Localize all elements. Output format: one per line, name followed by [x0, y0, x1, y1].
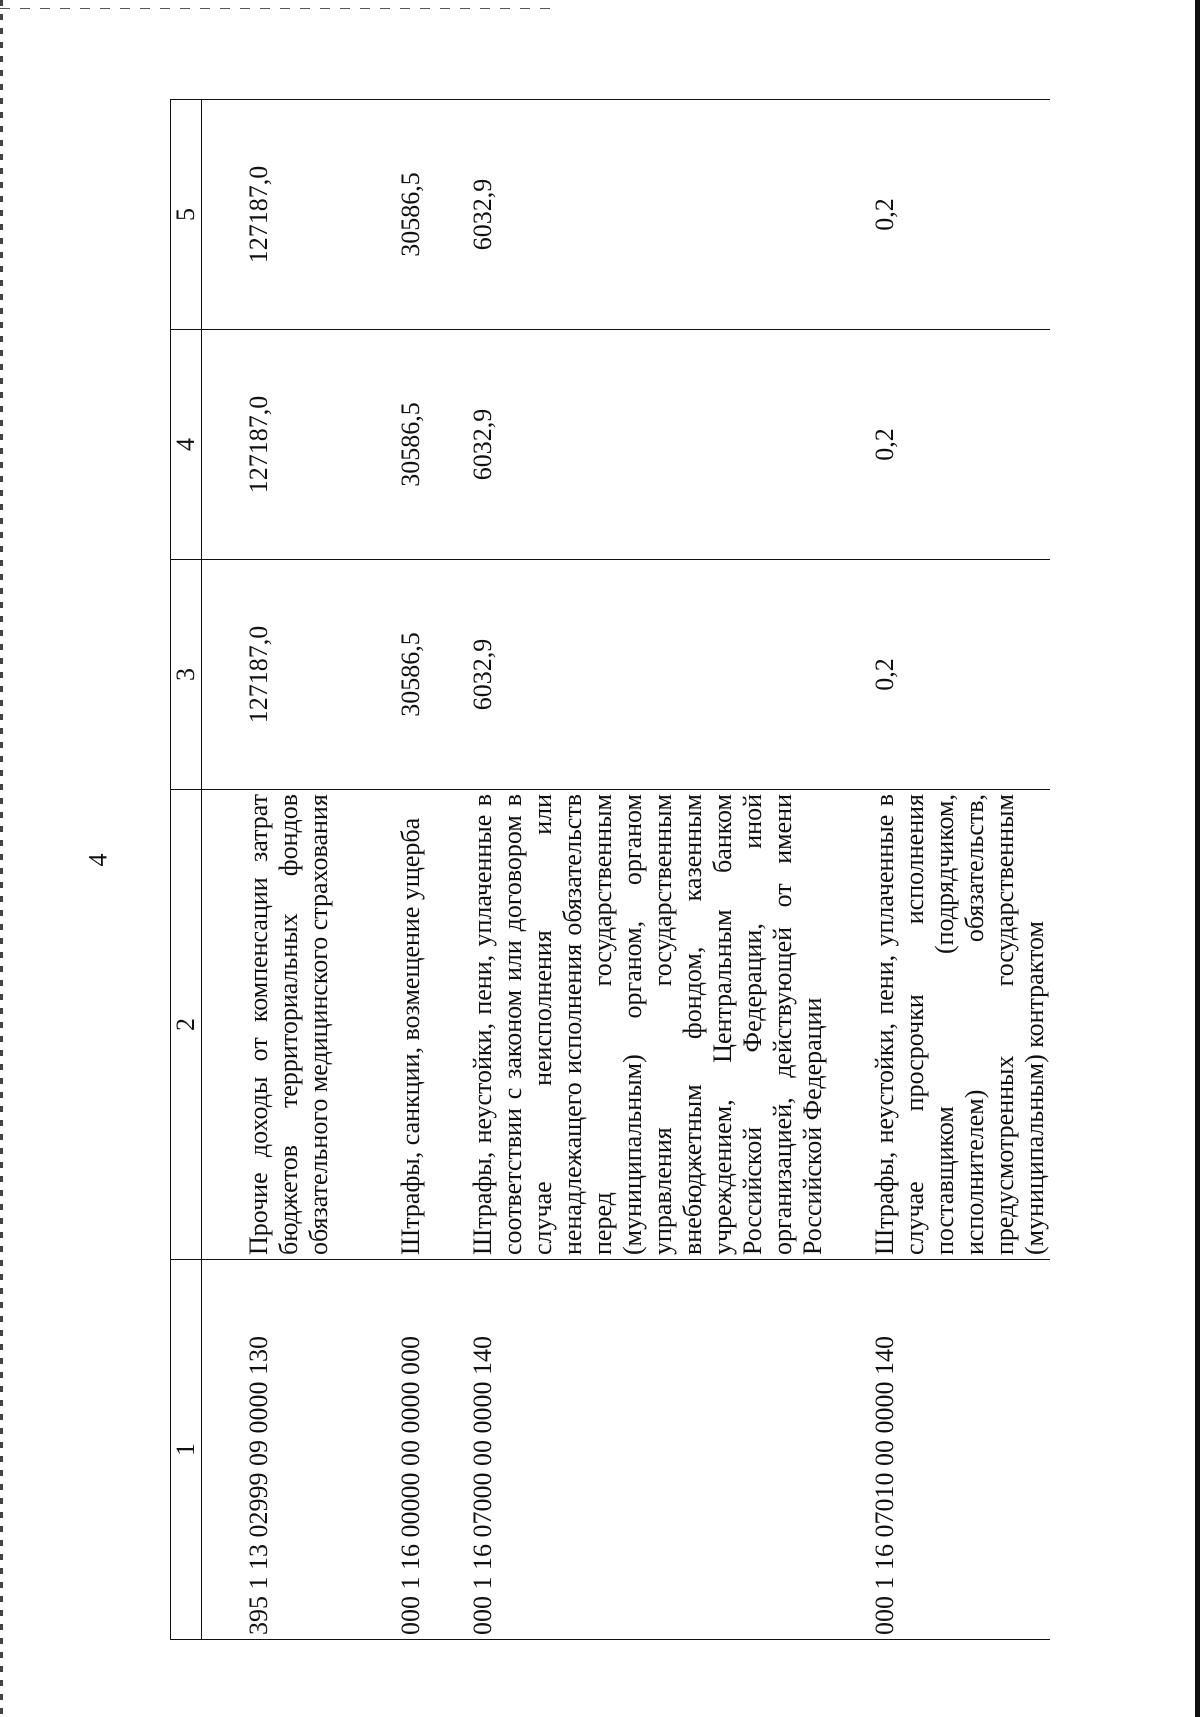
- row-value-col3: 0,2: [828, 560, 1050, 790]
- rotated-table-frame: [170, 100, 1170, 1640]
- table-row: [202, 100, 355, 1640]
- header-cell-2: 2: [171, 790, 202, 1260]
- row-value-col4: 0,2: [828, 330, 1050, 560]
- header-row: [171, 100, 202, 1640]
- row-name: Штрафы, неустойки, пени, уплаченные в соответствии с законом или договором в случае неисполнения или ненадлежащего исполнения обязательств перед государственным (муниципальным) органом, органом управления государственным внебюджетным фондом, казенным учреждением, Центральным банком Российской Федерации, иной организацией, действующей от имени Российской Федерации: [426, 790, 828, 1260]
- row-value-col3: 30586,5: [354, 560, 426, 790]
- row-name: Штрафы, санкции, возмещение ущерба: [354, 790, 426, 1260]
- row-value-col4: 127187,0: [202, 330, 355, 560]
- row-value-col5: 6032,9: [426, 100, 828, 330]
- row-code: 395 1 13 02999 09 0000 130: [202, 1260, 355, 1640]
- row-name: Штрафы, неустойки, пени, уплаченные в случае просрочки исполнения поставщиком (подрядчиком, исполнителем) обязательств, предусмотренных государственным (муниципальным) контрактом: [828, 790, 1050, 1260]
- row-value-col3: 127187,0: [202, 560, 355, 790]
- row-code: 000 1 16 07010 00 0000 140: [828, 1260, 1050, 1640]
- header-cell-1: 1: [171, 1260, 202, 1640]
- row-value-col3: 6032,9: [426, 560, 828, 790]
- header-cell-5: 5: [171, 100, 202, 330]
- scan-edge-right: [1195, 0, 1200, 1717]
- header-cell-3: 3: [171, 560, 202, 790]
- budget-table: [170, 99, 1050, 1640]
- scan-edge-left: [0, 0, 3, 1717]
- table-row: [828, 100, 1050, 1640]
- row-value-col5: 127187,0: [202, 100, 355, 330]
- page-number: 4: [83, 853, 113, 867]
- row-value-col5: 30586,5: [354, 100, 426, 330]
- row-code: 000 1 16 07000 00 0000 140: [426, 1260, 828, 1640]
- row-value-col5: 0,2: [828, 100, 1050, 330]
- row-value-col4: 30586,5: [354, 330, 426, 560]
- table-row: [426, 100, 828, 1640]
- table-header: [171, 100, 202, 1640]
- row-code: 000 1 16 00000 00 0000 000: [354, 1260, 426, 1640]
- table-row: [354, 100, 426, 1640]
- scan-line-top: [0, 8, 560, 9]
- header-cell-4: 4: [171, 330, 202, 560]
- row-value-col4: 6032,9: [426, 330, 828, 560]
- table-body: [202, 100, 1051, 1640]
- row-name: Прочие доходы от компенсации затрат бюджетов территориальных фондов обязательного медицинского страхования: [202, 790, 355, 1260]
